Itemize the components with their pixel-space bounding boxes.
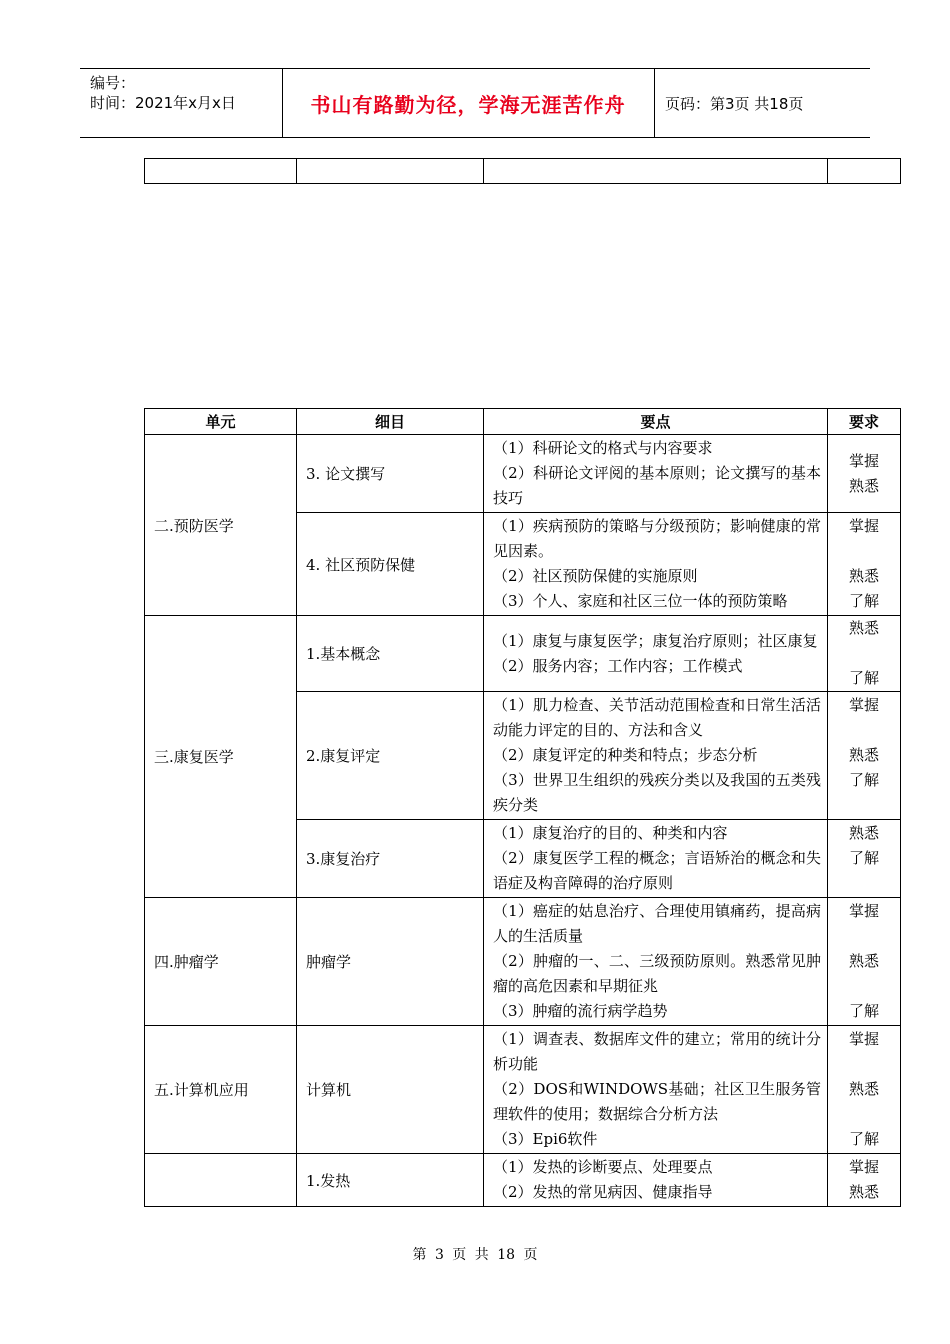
requirement-level: 掌握 xyxy=(848,1030,879,1048)
empty-cell xyxy=(145,159,297,184)
point-text: （1）康复与康复医学；康复治疗原则；社区康复 xyxy=(493,631,818,650)
point-text: （1）科研论文的格式与内容要求 xyxy=(493,439,713,457)
requirement-level: 熟悉 xyxy=(848,824,879,842)
unit-cell: 四.肿瘤学 xyxy=(145,898,297,1026)
requirement-cell xyxy=(828,616,901,692)
point-text: （1）疾病预防的策略与分级预防；影响健康的常见因素。 xyxy=(493,517,821,560)
points-cell xyxy=(484,820,828,898)
point-text: （2）社区预防保健的实施原则 xyxy=(493,567,698,585)
point-text: （1）肌力检查、关节活动范围检查和日常生活活动能力评定的目的、方法和含义 xyxy=(493,696,821,739)
empty-row xyxy=(145,159,901,184)
requirement-level: 熟悉 xyxy=(848,476,879,495)
empty-cell xyxy=(297,159,484,184)
unit-cell: 五.计算机应用 xyxy=(145,1026,297,1154)
point-text: （1）康复治疗的目的、种类和内容 xyxy=(493,824,728,842)
point-text: （3）世界卫生组织的残疾分类以及我国的五类残疾分类 xyxy=(493,771,821,814)
point-text: （2）服务内容；工作内容；工作模式 xyxy=(493,656,743,675)
requirement-level: 了解 xyxy=(848,592,879,610)
requirement-level xyxy=(828,641,900,666)
requirement-level xyxy=(828,1102,900,1127)
requirement-level: 熟悉 xyxy=(848,746,879,764)
header-meta xyxy=(90,73,236,113)
requirement-level: 了解 xyxy=(848,849,879,867)
points-cell xyxy=(484,1154,828,1207)
item-cell: 3. 论文撰写 xyxy=(297,435,484,513)
header-divider xyxy=(654,69,655,137)
empty-cell xyxy=(828,159,901,184)
requirement-cell xyxy=(828,435,901,513)
requirement-level: 掌握 xyxy=(848,517,879,535)
requirement-level: 熟悉 xyxy=(848,619,879,637)
requirement-cell xyxy=(828,820,901,898)
requirement-level: 了解 xyxy=(848,669,879,687)
point-text: （2）发热的常见病因、健康指导 xyxy=(493,1183,713,1201)
date-label: 时间：2021年x月x日 xyxy=(90,94,236,112)
column-header-requirement: 要求 xyxy=(828,409,901,435)
requirement-cell xyxy=(828,898,901,1026)
continuation-table xyxy=(144,158,901,184)
unit-cell: 二.预防医学 xyxy=(145,435,297,616)
requirement-level: 了解 xyxy=(848,771,879,789)
table-row xyxy=(145,1154,901,1207)
point-text: （1）调查表、数据库文件的建立；常用的统计分析功能 xyxy=(493,1030,821,1073)
requirement-level: 掌握 xyxy=(848,1158,879,1176)
points-cell xyxy=(484,616,828,692)
column-header-points: 要点 xyxy=(484,409,828,435)
item-cell: 1.发热 xyxy=(297,1154,484,1207)
point-text: （2）肿瘤的一、二、三级预防原则。熟悉常见肿瘤的高危因素和早期征兆 xyxy=(493,952,821,995)
point-text: （2）康复医学工程的概念；言语矫治的概念和失语症及构音障碍的治疗原则 xyxy=(493,849,821,892)
header-page-number: 页码：第3页 共18页 xyxy=(665,94,804,113)
unit-cell xyxy=(145,1154,297,1207)
point-text: （3）个人、家庭和社区三位一体的预防策略 xyxy=(493,592,788,610)
point-text: （1）发热的诊断要点、处理要点 xyxy=(493,1158,713,1176)
requirement-level xyxy=(828,871,900,896)
table-header-row xyxy=(145,409,901,435)
requirement-level xyxy=(828,793,900,818)
table-row xyxy=(145,898,901,1026)
points-cell xyxy=(484,435,828,513)
item-cell: 计算机 xyxy=(297,1026,484,1154)
requirement-cell xyxy=(828,1026,901,1154)
requirement-level: 了解 xyxy=(848,1002,879,1020)
column-header-unit: 单元 xyxy=(145,409,297,435)
point-text: （3）肿瘤的流行病学趋势 xyxy=(493,1002,668,1020)
item-cell: 3.康复治疗 xyxy=(297,820,484,898)
requirement-level: 了解 xyxy=(848,1130,879,1148)
item-cell: 1.基本概念 xyxy=(297,616,484,692)
requirement-level: 熟悉 xyxy=(848,1080,879,1098)
requirement-level: 掌握 xyxy=(848,451,879,470)
unit-cell: 三.康复医学 xyxy=(145,616,297,898)
requirement-level: 掌握 xyxy=(848,696,879,714)
page-footer: 第 3 页 共 18 页 xyxy=(412,1247,538,1263)
table-row xyxy=(145,435,901,513)
item-cell: 4. 社区预防保健 xyxy=(297,513,484,616)
syllabus-table xyxy=(144,408,901,1207)
requirement-level: 掌握 xyxy=(848,902,879,920)
point-text: （3）Epi6软件 xyxy=(493,1130,598,1148)
requirement-level: 熟悉 xyxy=(848,567,879,585)
item-cell: 2.康复评定 xyxy=(297,692,484,820)
table-row xyxy=(145,1026,901,1154)
points-cell xyxy=(484,513,828,616)
point-text: （2）科研论文评阅的基本原则；论文撰写的基本技巧 xyxy=(493,464,821,507)
requirement-cell xyxy=(828,1154,901,1207)
empty-cell xyxy=(484,159,828,184)
table-row xyxy=(145,616,901,692)
requirement-level xyxy=(828,718,900,743)
requirement-level xyxy=(828,1052,900,1077)
points-cell xyxy=(484,1026,828,1154)
requirement-level xyxy=(828,924,900,949)
points-cell xyxy=(484,692,828,820)
point-text: （1）癌症的姑息治疗、合理使用镇痛药，提高病人的生活质量 xyxy=(493,902,821,945)
header-motto: 书山有路勤为径，学海无涯苦作舟 xyxy=(310,92,626,117)
point-text: （2）DOS和WINDOWS基础；社区卫生服务管理软件的使用；数据综合分析方法 xyxy=(493,1080,821,1123)
item-cell: 肿瘤学 xyxy=(297,898,484,1026)
requirement-cell xyxy=(828,513,901,616)
table-body xyxy=(145,435,901,1207)
requirement-level xyxy=(828,974,900,999)
column-header-item: 细目 xyxy=(297,409,484,435)
points-cell xyxy=(484,898,828,1026)
requirement-level: 熟悉 xyxy=(848,952,879,970)
requirement-cell xyxy=(828,692,901,820)
requirement-level xyxy=(828,539,900,564)
serial-label: 编号： xyxy=(90,74,136,92)
point-text: （2）康复评定的种类和特点；步态分析 xyxy=(493,746,758,764)
requirement-level: 熟悉 xyxy=(848,1183,879,1201)
page-header xyxy=(80,68,870,138)
